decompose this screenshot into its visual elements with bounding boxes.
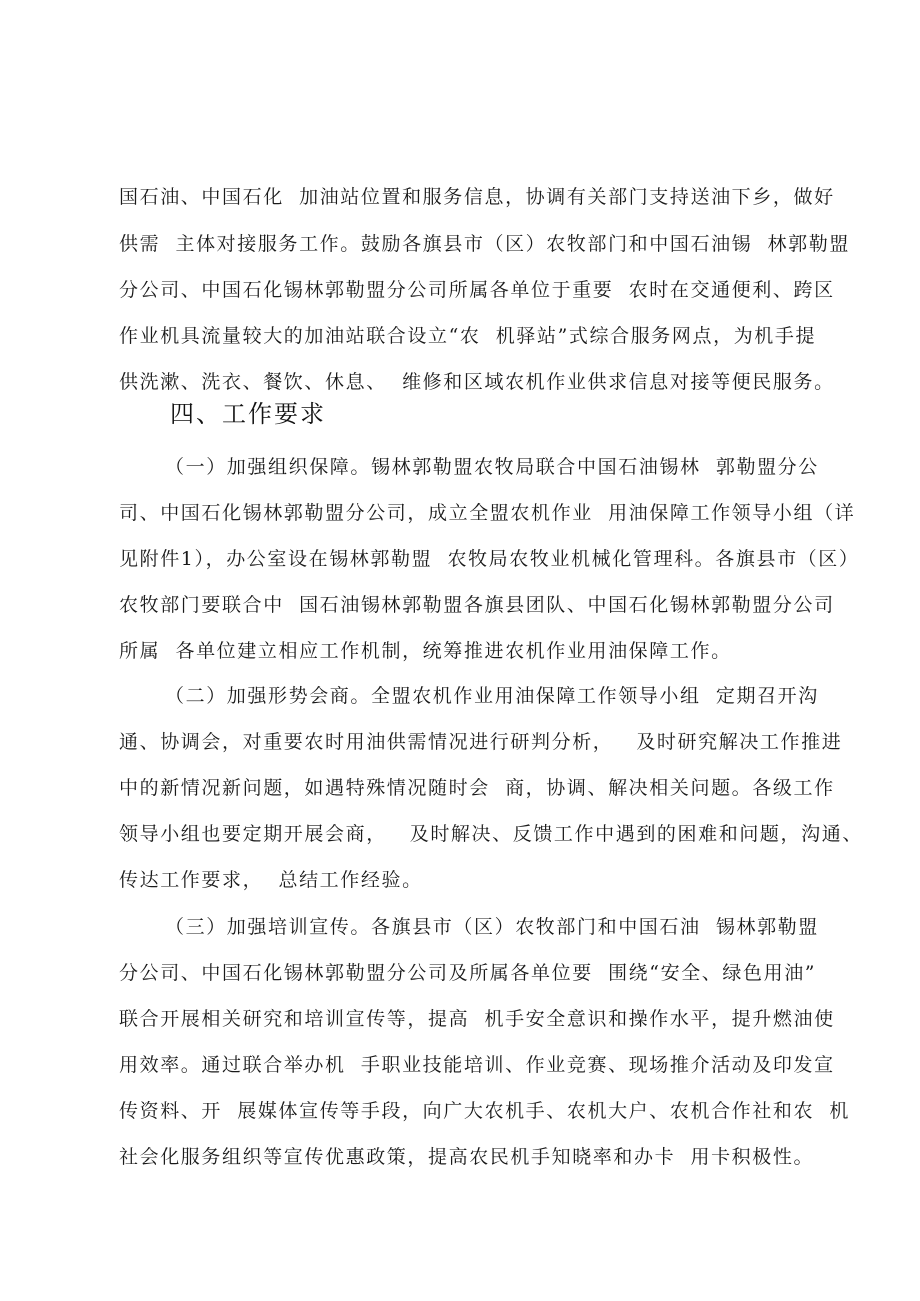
text-line: 通、协调会，对重要农时用油供需情况进行研判分析， 及时研究解决工作推进 (119, 731, 843, 753)
text-line: 作业机具流量较大的加油站联合设立“农 机驿站”式综合服务网点，为机手提 (119, 325, 817, 347)
text-line: 分公司、中国石化锡林郭勒盟分公司及所属各单位要 围绕“安全、绿色用油” (119, 962, 817, 984)
text-line: 分公司、中国石化锡林郭勒盟分公司所属各单位于重要 农时在交通便利、跨区 (119, 279, 835, 301)
text-line: 社会化服务组织等宣传优惠政策，提高农民机手知晓率和办卡 用卡积极性。 (119, 1146, 815, 1168)
text-line: 所属 各单位建立相应工作机制，统筹推进农机作业用油保障工作。 (119, 640, 732, 662)
text-line: （一）加强组织保障。锡林郭勒盟农牧局联合中国石油锡林 郭勒盟分公 (165, 456, 819, 478)
text-line: 见附件1），办公室设在锡林郭勒盟 农牧局农牧业机械化管理科。各旗县市（区） (119, 548, 860, 570)
text-line: 中的新情况新问题，如遇特殊情况随时会 商，协调、解决相关问题。各级工作 (119, 777, 835, 799)
text-line: 用效率。通过联合举办机 手职业技能培训、作业竞赛、现场推介活动及印发宣 (119, 1054, 835, 1076)
text-line: （三）加强培训宣传。各旗县市（区）农牧部门和中国石油 锡林郭勒盟 (165, 916, 819, 938)
text-line: 供需 主体对接服务工作。鼓励各旗县市（区）农牧部门和中国石油锡 林郭勒盟 (119, 233, 850, 255)
text-line: （二）加强形势会商。全盟农机作业用油保障工作领导小组 定期召开沟 (165, 685, 819, 707)
text-line: 联合开展相关研究和培训宣传等，提高 机手安全意识和操作水平，提升燃油使 (119, 1008, 835, 1030)
section-heading: 四、工作要求 (170, 400, 326, 428)
text-line: 供洗漱、洗衣、餐饮、休息、 维修和区域农机作业供求信息对接等便民服务。 (119, 371, 835, 393)
text-line: 农牧部门要联合中 国石油锡林郭勒盟各旗县团队、中国石化锡林郭勒盟分公司 (119, 594, 835, 616)
text-line: 传达工作要求， 总结工作经验。 (119, 869, 423, 891)
text-line: 司、中国石化锡林郭勒盟分公司，成立全盟农机作业 用油保障工作领导小组（详 (119, 502, 856, 524)
text-line: 国石油、中国石化 加油站位置和服务信息，协调有关部门支持送油下乡，做好 (119, 186, 835, 208)
text-line: 领导小组也要定期开展会商， 及时解决、反馈工作中遇到的困难和问题，沟通、 (119, 823, 863, 845)
text-line: 传资料、开 展媒体宣传等手段，向广大农机手、农机大户、农机合作社和农 机 (119, 1100, 850, 1122)
